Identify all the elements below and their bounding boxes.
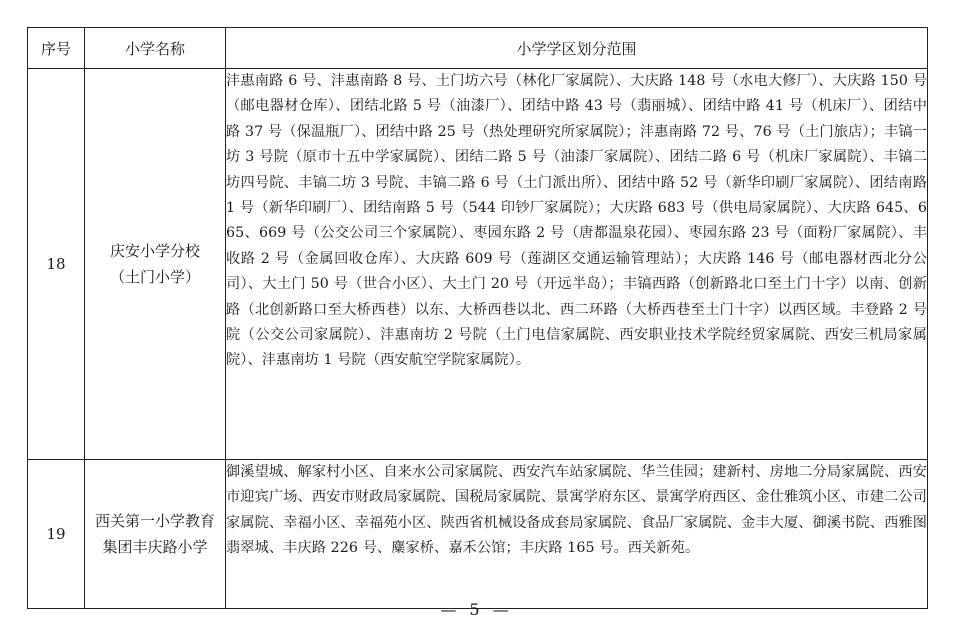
header-school-name: 小学名称 [85,28,226,69]
school-name-cell [85,460,226,609]
district-scope-cell: 沣惠南路 6 号、沣惠南路 8 号、土门坊六号（林化厂家属院）、大庆路 148 号（水电大修厂）、大庆路 150 号（邮电器材仓库）、团结北路 5 号（油漆厂）、团结中路 43 号（翡丽城）、团结中路 41 号（机床厂）、团结中路 37 号（保温瓶厂）、团结中路 25 号（热处理研究所家属院）；沣惠南路 72 号、76 号（土门旅店）；丰镐一坊 3 号院（原市十五中学家属院）、团结二路 5 号（油漆厂家属院）、团结二路 6 号（机床厂家属院）、丰镐二坊四号院、丰镐二坊 3 号院、丰镐二路 6 号（土门派出所）、团结中路 52 号（新华印刷厂家属院）、团结南路 1 号（新华印刷厂）、团结南路 5 号（544 印钞厂家属院）；大庆路 683 号（供电局家属院）、大庆路 645、665、669 号（公交公司三个家属院）、枣园东路 2 号（唐都温泉花园）、枣园东路 23 号（面粉厂家属院）、丰收路 2 号（金属回收仓库）、大庆路 609 号（莲湖区交通运输管理站）；大庆路 146 号（邮电器材西北分公司）、大土门 50 号（世合小区）、大土门 20 号（开远半岛）；丰镐西路（创新路北口至土门十字）以南、创新路（北创新路口至大桥西巷）以东、大桥西巷以北、西二环路（大桥西巷至土门十字）以西区域。丰登路 2 号院（公交公司家属院）、沣惠南坊 2 号院（土门电信家属院、西安职业技术学院经贸家属院、西安三机局家属院）、沣惠南坊 1 号院（西安航空学院家属院）。 [226,69,928,460]
district-scope-cell: 御溪望城、解家村小区、自来水公司家属院、西安汽车站家属院、华兰佳园；建新村、房地二分局家属院、西安市迎宾广场、西安市财政局家属院、国税局家属院、景寓学府东区、景寓学府西区、金仕雅筑小区、市建二公司家属院、幸福小区、幸福苑小区、陕西省机械设备成套局家属院、食品厂家属院、金丰大厦、御溪书院、西雅图翡翠城、丰庆路 226 号、麋家桥、嘉禾公馆；丰庆路 165 号。西关新苑。 [226,460,928,609]
header-district-scope: 小学学区划分范围 [226,28,928,69]
page-number: — 5 — [440,600,513,619]
school-name-line: 集团丰庆路小学 [102,538,208,556]
header-number: 序号 [28,28,85,69]
row-number: 19 [28,460,85,609]
table-header-row [28,28,928,69]
school-district-table [27,27,928,609]
school-name-cell [85,69,226,460]
school-name-line: 庆安小学分校 [109,242,200,260]
school-name-line: （土门小学） [109,268,200,286]
table-row [28,460,928,609]
row-number: 18 [28,69,85,460]
school-name-line: 西关第一小学教育 [94,512,215,530]
table-row [28,69,928,460]
